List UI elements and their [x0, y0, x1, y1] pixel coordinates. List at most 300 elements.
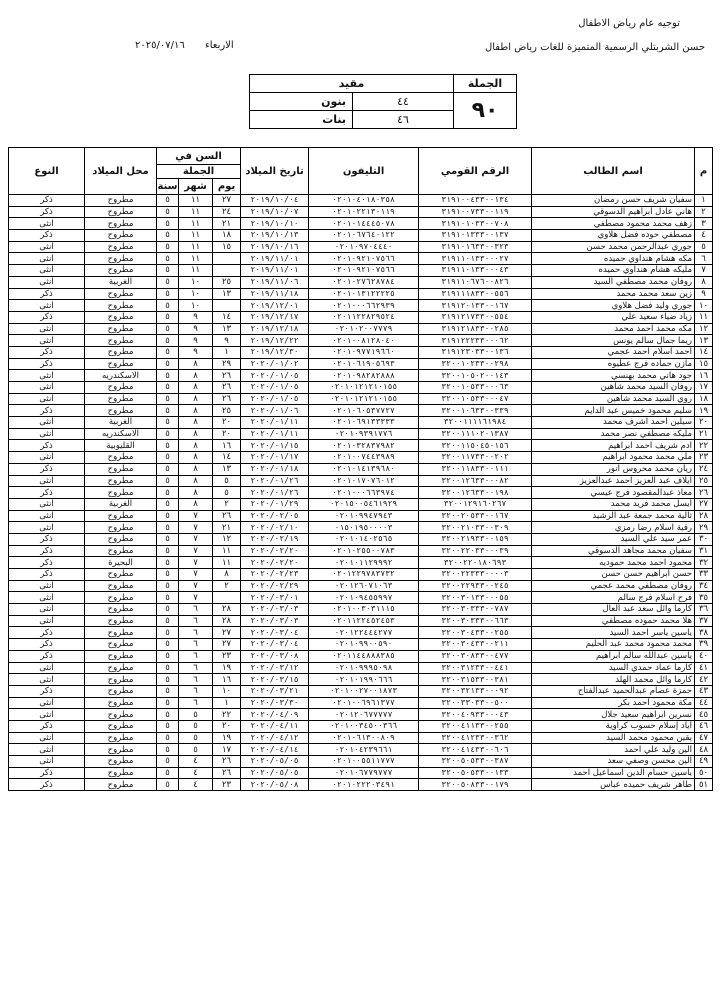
row-num: ١١	[695, 311, 713, 323]
national-id: ٣٢٠٠٢٠٥٣٣٠٠١٦٧	[419, 510, 532, 522]
birth-date: ٢٠٢٠/٠٢/٢٩	[241, 580, 309, 592]
birth-place: مطروح	[85, 382, 157, 394]
student-name: ملي محمد محمود ابراهيم	[532, 452, 695, 464]
phone: ٠٢٠١٠٩٧٠٤٤٤٠	[309, 241, 419, 253]
age-day: ١٣	[213, 288, 241, 300]
birth-place: مطروح	[85, 639, 157, 651]
phone: ٠٢٠١٠٦٧٦٤٠١٢٢	[309, 230, 419, 242]
age-day: ١٥	[213, 241, 241, 253]
row-num: ٢	[695, 206, 713, 218]
phone: ٠٢٠١٠٩٧٧١٩٦٦٠	[309, 346, 419, 358]
col-header-name: اسم الطالب	[532, 148, 695, 195]
student-name: مكة محمود احمد بكر	[532, 697, 695, 709]
phone: ٠٢٠١٠١٤١٣٩٦٨٠	[309, 463, 419, 475]
birth-date: ٢٠١٩/١٠/١٠	[241, 218, 309, 230]
birth-place: مطروح	[85, 779, 157, 791]
age-year: ٥	[157, 685, 179, 697]
student-name: جوري عبدالرحمن محمد حسن	[532, 241, 695, 253]
student-name: هاني عادل ابراهيم الدسوقي	[532, 206, 695, 218]
age-month: ٧	[179, 522, 213, 534]
table-row	[9, 346, 713, 358]
birth-date: ٢٠٢٠/٠١/١١	[241, 417, 309, 429]
row-num: ٤٢	[695, 674, 713, 686]
age-month: ٨	[179, 428, 213, 440]
gender: انثى	[9, 510, 85, 522]
national-id: ٣٢٠٠٢٢٩٣٣٠٠٢٤٥	[419, 580, 532, 592]
birth-date: ٢٠٢٠/٠٣/٣٠	[241, 697, 309, 709]
age-year: ٥	[157, 428, 179, 440]
report-day: الاربعاء	[205, 40, 234, 51]
birth-date: ٢٠٢٠/٠١/٠٦	[241, 405, 309, 417]
gender: ذكر	[9, 569, 85, 581]
gender: ذكر	[9, 195, 85, 207]
phone: ٠٢٠١٠٦٠٥٣٧٧٢٧	[309, 405, 419, 417]
age-day: ١٨	[213, 230, 241, 242]
table-row	[9, 685, 713, 697]
birth-place: مطروح	[85, 732, 157, 744]
gender: انثى	[9, 241, 85, 253]
age-month: ٩	[179, 323, 213, 335]
row-num: ١٥	[695, 358, 713, 370]
age-year: ٥	[157, 545, 179, 557]
row-num: ٢٨	[695, 510, 713, 522]
birth-date: ٢٠١٩/١١/١٨	[241, 288, 309, 300]
national-id: ٣٢٠٠١٠٢٣٣٠٠٢٩٨	[419, 358, 532, 370]
age-day: ١٧	[213, 744, 241, 756]
age-month: ٦	[179, 685, 213, 697]
row-num: ١٩	[695, 405, 713, 417]
age-year: ٥	[157, 522, 179, 534]
row-num: ٤٤	[695, 697, 713, 709]
birth-date: ٢٠٢٠/٠٣/١٥	[241, 674, 309, 686]
birth-place: القليوبية	[85, 440, 157, 452]
student-name: الين وليد علي احمد	[532, 744, 695, 756]
row-num: ٣٨	[695, 627, 713, 639]
birth-place: مطروح	[85, 218, 157, 230]
phone: ٠١٥٠١٩٥٠٠٠٠٣	[309, 522, 419, 534]
gender: ذكر	[9, 557, 85, 569]
birth-place: مطروح	[85, 522, 157, 534]
row-num: ٣١	[695, 545, 713, 557]
table-row	[9, 498, 713, 510]
row-num: ٢١	[695, 428, 713, 440]
col-header-birth-date: تاريخ الميلاد	[241, 148, 309, 195]
phone: ٠٢٠١٠٠٢٧٠٠١٨٧٣	[309, 685, 419, 697]
age-day: ١٦	[213, 440, 241, 452]
phone: ٠٢٠١٢٠٦٧٧٧٧٧	[309, 709, 419, 721]
table-row	[9, 744, 713, 756]
table-row	[9, 510, 713, 522]
phone: ٠٢٠١٢٦٠٧١٠٦٣	[309, 580, 419, 592]
age-year: ٥	[157, 592, 179, 604]
row-num: ١٧	[695, 382, 713, 394]
birth-date: ٢٠٢٠/٠٢/١٩	[241, 533, 309, 545]
birth-date: ٢٠١٩/١٠/٠٤	[241, 195, 309, 207]
student-name: طاهر شريف حميده عباس	[532, 779, 695, 791]
age-month: ٧	[179, 557, 213, 569]
gender: انثى	[9, 265, 85, 277]
birth-place: مطروح	[85, 253, 157, 265]
age-month: ٨	[179, 475, 213, 487]
age-month: ٨	[179, 440, 213, 452]
gender: ذكر	[9, 358, 85, 370]
age-month: ٨	[179, 393, 213, 405]
col-header-num: م	[695, 148, 713, 195]
age-year: ٥	[157, 463, 179, 475]
phone: ٠٢٠١٠١٢١٢١٠١٥٥	[309, 382, 419, 394]
birth-date: ٢٠١٩/١٢/١٧	[241, 311, 309, 323]
birth-date: ٢٠٢٠/٠٤/١٤	[241, 744, 309, 756]
age-year: ٥	[157, 604, 179, 616]
age-year: ٥	[157, 674, 179, 686]
birth-date: ٢٠٢٠/٠٢/٠٥	[241, 510, 309, 522]
birth-date: ٢٠٢٠/٠١/١٥	[241, 440, 309, 452]
gender: ذكر	[9, 487, 85, 499]
row-num: ٣	[695, 218, 713, 230]
age-day: ١٤	[213, 452, 241, 464]
age-day: ٢٦	[213, 370, 241, 382]
table-row	[9, 428, 713, 440]
age-day: ٩	[213, 335, 241, 347]
age-day: ١٩	[213, 732, 241, 744]
gender: ذكر	[9, 639, 85, 651]
gender: انثى	[9, 417, 85, 429]
table-row	[9, 767, 713, 779]
age-year: ٥	[157, 335, 179, 347]
row-num: ١٨	[695, 393, 713, 405]
phone: ٠٢٠١٠٣٢٨٣٧٩٨٢	[309, 440, 419, 452]
student-name: جوري وليد فضل هلاوي	[532, 300, 695, 312]
table-row	[9, 569, 713, 581]
student-name: نسرين ابراهيم سعيد جلال	[532, 709, 695, 721]
summary-boys-value: ٤٤	[353, 93, 454, 111]
birth-place: مطروح	[85, 697, 157, 709]
national-id: ٣٢٠٠٢٢٠١٨٠٦٩٣	[419, 557, 532, 569]
age-month: ٤	[179, 779, 213, 791]
national-id: ٣٢٠٠٥٠٨٣٣٠٠١٧٩	[419, 779, 532, 791]
birth-place: مطروح	[85, 767, 157, 779]
age-month: ٦	[179, 662, 213, 674]
birth-place: مطروح	[85, 650, 157, 662]
table-row	[9, 335, 713, 347]
student-name: زياد ضياء سعيد علي	[532, 311, 695, 323]
age-day: ٢٥	[213, 276, 241, 288]
gender: انثى	[9, 498, 85, 510]
student-name: هلا محمد حموده مصطفي	[532, 615, 695, 627]
gender: انثى	[9, 604, 85, 616]
birth-date: ٢٠٢٠/٠٣/٠٤	[241, 627, 309, 639]
age-day: ٢٠	[213, 428, 241, 440]
birth-place: البحيرة	[85, 557, 157, 569]
summary-table	[249, 74, 517, 129]
phone: ٠٢٠١٠٩٢١٠٧٥٦٦	[309, 265, 419, 277]
age-day: ٢٠	[213, 417, 241, 429]
age-day	[213, 300, 241, 312]
table-row	[9, 323, 713, 335]
gender: انثى	[9, 615, 85, 627]
phone: ٠٢٠١٠٢٠٠٧٧٧٩	[309, 323, 419, 335]
student-name: زهف محمد محمود مصطفي	[532, 218, 695, 230]
age-day: ٢٦	[213, 756, 241, 768]
table-row	[9, 627, 713, 639]
gender: انثى	[9, 592, 85, 604]
national-id: ٣٢٠٠٣٠٤٣٣٠٠٢٥٥	[419, 627, 532, 639]
age-year: ٥	[157, 311, 179, 323]
student-name: ياسين ياسر احمد السيد	[532, 627, 695, 639]
birth-place: مطروح	[85, 685, 157, 697]
gender: ذكر	[9, 650, 85, 662]
birth-date: ٢٠١٩/١٢/١٨	[241, 323, 309, 335]
row-num: ١	[695, 195, 713, 207]
phone: ٠٢٠١١٤٤٨٨٨٣٨٥	[309, 650, 419, 662]
phone: ٠٢٠١٠١٢١٢١٠١٥٥	[309, 393, 419, 405]
age-year: ٥	[157, 195, 179, 207]
student-name: ادم شريف احمد ابراهيم	[532, 440, 695, 452]
age-year: ٥	[157, 241, 179, 253]
age-day: ١٤	[213, 311, 241, 323]
student-name: روفان مصطفي محمد عجمي	[532, 580, 695, 592]
birth-place: مطروح	[85, 545, 157, 557]
national-id: ٣١٩١٢٠١٣٣٠٠١٦٧	[419, 300, 532, 312]
birth-place: الاسكندريه	[85, 428, 157, 440]
national-id: ٣٢٠٠٣١٥٣٣٠٠٣٨١	[419, 674, 532, 686]
birth-place: مطروح	[85, 335, 157, 347]
row-num: ١٣	[695, 335, 713, 347]
age-month: ٨	[179, 498, 213, 510]
age-month: ٤	[179, 767, 213, 779]
age-day: ٢١	[213, 218, 241, 230]
gender: انثى	[9, 452, 85, 464]
col-header-age-in: السن في	[157, 148, 241, 165]
table-row	[9, 487, 713, 499]
row-num: ٤٨	[695, 744, 713, 756]
table-row	[9, 674, 713, 686]
birth-date: ٢٠١٩/١٢/٢٢	[241, 335, 309, 347]
age-year: ٥	[157, 358, 179, 370]
table-row	[9, 463, 713, 475]
age-month: ٧	[179, 580, 213, 592]
national-id: ٣٢٠٠٢١٠٣٣٠٠٣٠٩	[419, 522, 532, 534]
age-year: ٥	[157, 650, 179, 662]
phone: ٠٢٠١٠٩٣٩١٧٧٦	[309, 428, 419, 440]
birth-date: ٢٠٢٠/٠٥/٠٥	[241, 767, 309, 779]
age-month: ٦	[179, 650, 213, 662]
national-id: ٣٢٠٠٣٣٠٣٣٠٠٥٠٠	[419, 697, 532, 709]
birth-date: ٢٠٢٠/٠٢/١٠	[241, 522, 309, 534]
row-num: ٤	[695, 230, 713, 242]
row-num: ١٠	[695, 300, 713, 312]
birth-place: مطروح	[85, 487, 157, 499]
gender: ذكر	[9, 720, 85, 732]
national-id: ٣٢٠٠٣٢١٣٣٠٠٠٩٢	[419, 685, 532, 697]
student-name: كارما وائل محمد الهلد	[532, 674, 695, 686]
phone: ٠٢٠١٠٩٤٥٥٩٩٧	[309, 592, 419, 604]
birth-date: ٢٠٢٠/٠١/١٧	[241, 452, 309, 464]
age-month: ٦	[179, 604, 213, 616]
student-name: الين محسن وصفي سعد	[532, 756, 695, 768]
national-id: ٣١٩١٢٣٠٣٣٠٠١٣٦	[419, 346, 532, 358]
summary-enrolled-label: مقيد	[250, 75, 454, 93]
national-id: ٣٢٠٠٤١١٣٣٠٠٢٥٥	[419, 720, 532, 732]
gender: ذكر	[9, 311, 85, 323]
phone: ٠٢٠١٠٤٠١٨٠٣٥٨	[309, 195, 419, 207]
birth-place: مطروح	[85, 592, 157, 604]
student-name: رقية اسلام رضا رمزي	[532, 522, 695, 534]
age-month: ١١	[179, 230, 213, 242]
birth-place: مطروح	[85, 323, 157, 335]
age-day: ١١	[213, 557, 241, 569]
age-month: ١١	[179, 206, 213, 218]
row-num: ٤٠	[695, 650, 713, 662]
phone: ٠٢٠١٠٩٢١٠٧٥٦٦	[309, 253, 419, 265]
gender: انثى	[9, 475, 85, 487]
student-name: حمزة عصام عبدالحميد عبدالفتاح	[532, 685, 695, 697]
row-num: ٤٣	[695, 685, 713, 697]
student-name: اياد إسلام حسوب كراوية	[532, 720, 695, 732]
national-id: ٣٢٠٠٤١٤٣٣٠٠٦٠٦	[419, 744, 532, 756]
age-year: ٥	[157, 767, 179, 779]
birth-place: مطروح	[85, 744, 157, 756]
table-row	[9, 265, 713, 277]
student-name: حسن ابراهيم حسن حسن	[532, 569, 695, 581]
gender: ذكر	[9, 230, 85, 242]
national-id: ٣٢٠٠١٢٦٣٣٠٠٠٨٢	[419, 475, 532, 487]
row-num: ٥١	[695, 779, 713, 791]
gender: انثى	[9, 218, 85, 230]
table-row	[9, 720, 713, 732]
national-id: ٣٢٠٠٣٠٨٣٣٠٠٤٧٧	[419, 650, 532, 662]
row-num: ٣٢	[695, 557, 713, 569]
phone: ٠٢٠١٠١٧٠٧٦٠١٢	[309, 475, 419, 487]
age-year: ٥	[157, 417, 179, 429]
phone: ٠٢٠١٢٢٩٧٨٣٧٣٢	[309, 569, 419, 581]
birth-date: ٢٠١٩/١١/٠١	[241, 253, 309, 265]
age-day: ٥	[213, 487, 241, 499]
national-id: ٣١٩١٠٠٧٣٣٠٠١١٩	[419, 206, 532, 218]
age-month: ٦	[179, 697, 213, 709]
birth-date: ٢٠٢٠/٠٣/٠٣	[241, 604, 309, 616]
age-month: ٧	[179, 592, 213, 604]
birth-place: مطروح	[85, 627, 157, 639]
table-row	[9, 405, 713, 417]
birth-date: ٢٠٢٠/٠٢/٢٠	[241, 557, 309, 569]
birth-place: مطروح	[85, 195, 157, 207]
phone: ٠٢٠١٠٩٩٤٧٩٤٣	[309, 510, 419, 522]
birth-date: ٢٠٢٠/٠٤/١١	[241, 720, 309, 732]
national-id: ٣٢٠٠١١٨٣٣٠٠١١١	[419, 463, 532, 475]
national-id: ٣٢٠٠٢٢٣٣٣٠٠٠٠٣	[419, 569, 532, 581]
age-month: ٩	[179, 335, 213, 347]
national-id: ٣٢٠٠٢١٩٣٣٠٠١٥٩	[419, 533, 532, 545]
col-header-year: سنة	[157, 179, 179, 195]
age-month: ٧	[179, 569, 213, 581]
table-row	[9, 592, 713, 604]
table-row	[9, 697, 713, 709]
table-row	[9, 522, 713, 534]
phone: ٠٢٠١٠٩٩٠٠٥٩٠	[309, 639, 419, 651]
age-day: ١	[213, 346, 241, 358]
row-num: ٤١	[695, 662, 713, 674]
row-num: ٣٦	[695, 604, 713, 616]
birth-place: مطروح	[85, 452, 157, 464]
gender: ذكر	[9, 206, 85, 218]
birth-place: مطروح	[85, 241, 157, 253]
student-name: ريان محمد محروس انور	[532, 463, 695, 475]
birth-date: ٢٠١٩/١٢/٠١	[241, 300, 309, 312]
birth-place: مطروح	[85, 230, 157, 242]
table-row	[9, 253, 713, 265]
table-row	[9, 300, 713, 312]
row-num: ٢٧	[695, 498, 713, 510]
birth-date: ٢٠١٩/١٠/٠٧	[241, 206, 309, 218]
row-num: ٣٣	[695, 569, 713, 581]
table-row	[9, 604, 713, 616]
table-row	[9, 195, 713, 207]
birth-place: الغربية	[85, 498, 157, 510]
table-row	[9, 440, 713, 452]
age-day: ١٠	[213, 685, 241, 697]
age-year: ٥	[157, 627, 179, 639]
age-year: ٥	[157, 253, 179, 265]
phone: ٠٢٠١٠٢٥٥٠٠٧٨٣	[309, 545, 419, 557]
age-month: ١٠	[179, 300, 213, 312]
age-year: ٥	[157, 346, 179, 358]
birth-place: مطروح	[85, 604, 157, 616]
phone: ٠٢٠١٠٤٢٣٩٦٦١	[309, 744, 419, 756]
age-month: ١١	[179, 195, 213, 207]
row-num: ٦	[695, 253, 713, 265]
national-id: ٣٢٠٠٥٠٥٣٣٠٠١٣٣	[419, 767, 532, 779]
birth-date: ٢٠٢٠/٠٣/٠٤	[241, 639, 309, 651]
summary-girls-value: ٤٦	[353, 111, 454, 129]
phone: ٠٢٠١٠٢٢٢٠٣٤٩١	[309, 779, 419, 791]
age-year: ٥	[157, 662, 179, 674]
student-name: روفان السيد محمد شاهين	[532, 382, 695, 394]
student-name: سفيان محمد مجاهد الدسوقي	[532, 545, 695, 557]
age-month: ٤	[179, 756, 213, 768]
age-month: ٨	[179, 487, 213, 499]
birth-place: مطروح	[85, 265, 157, 277]
row-num: ١٦	[695, 370, 713, 382]
student-name: ايسل محمد فريد محمد	[532, 498, 695, 510]
age-day: ٢٦	[213, 510, 241, 522]
gender: ذكر	[9, 463, 85, 475]
age-year: ٥	[157, 452, 179, 464]
gender: انثى	[9, 393, 85, 405]
row-num: ٧	[695, 265, 713, 277]
birth-date: ٢٠٢٠/٠٢/٢٠	[241, 545, 309, 557]
age-month: ٦	[179, 639, 213, 651]
table-row	[9, 557, 713, 569]
age-day: ٢٣	[213, 779, 241, 791]
col-header-gender: النوع	[9, 148, 85, 195]
age-month: ٨	[179, 463, 213, 475]
age-month: ١١	[179, 218, 213, 230]
row-num: ٣٧	[695, 615, 713, 627]
row-num: ٢٤	[695, 463, 713, 475]
national-id: ٣١٩١٠١٠٣٣٠٠٧٠٨	[419, 218, 532, 230]
student-name: محمود احمد محمد حموديه	[532, 557, 695, 569]
birth-date: ٢٠٢٠/٠٣/٢١	[241, 685, 309, 697]
national-id: ٣٢٠٠٣٠٣٣٣٠٠٧٨٧	[419, 604, 532, 616]
age-day: ٢	[213, 498, 241, 510]
phone: ٠٢٠١٠٩٨٢٨٢٨٨٨	[309, 370, 419, 382]
gender: انثى	[9, 709, 85, 721]
table-row	[9, 382, 713, 394]
age-year: ٥	[157, 218, 179, 230]
birth-place: مطروح	[85, 475, 157, 487]
phone: ٠٢٠١١٢٢٨٢٩٥٢٤	[309, 311, 419, 323]
